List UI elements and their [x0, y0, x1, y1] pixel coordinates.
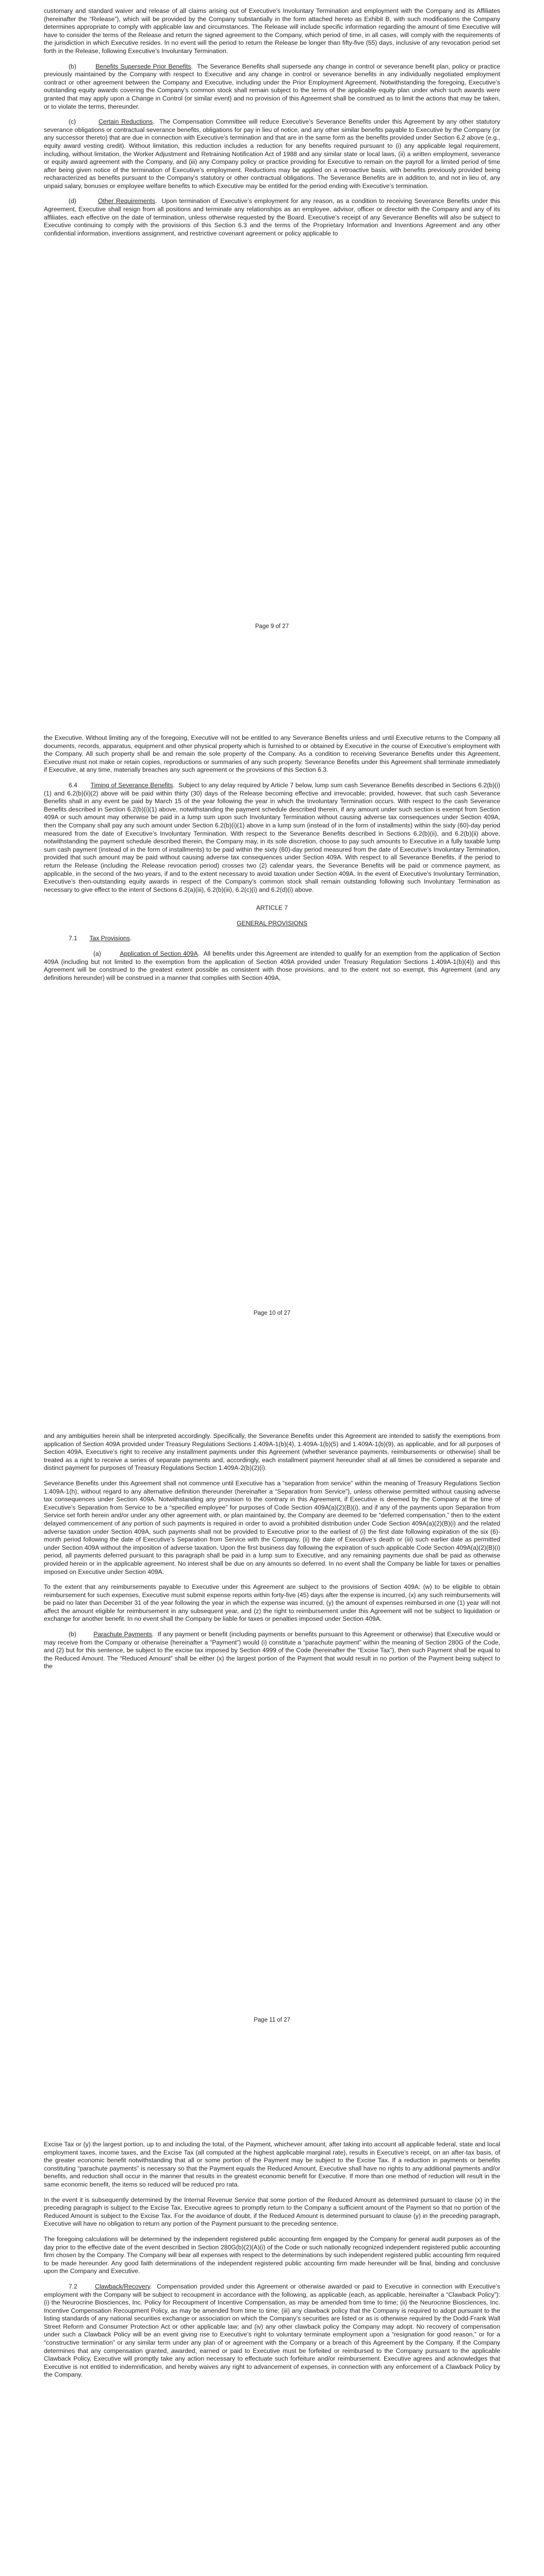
paragraph: the Executive. Without limiting any of the foregoing, Executive will not be entitled to any Severance Benefits unless and until Executive returns to the Company all documents, records, apparatus, equipment and other physical property which is furnished to or obtained by Executive in the course of Executive’s employment with the Company. All such property shall be and remain the sole property of the Company. As a condition to receiving Severance Benefits under this Agreement, Executive must not make or retain copies, reproductions or summaries of any such property. Severance Benefits under this Agreement shall terminate immediately if Executive, at any time, materially breaches any such agreement or the provisions of this Section 6.3. — [44, 734, 500, 774]
paragraph-other-requirements: (d) Other Requirements. Upon termination of Executive’s employment for any reason, as a condition to receiving Severance Benefits under this Agreement, Executive shall resign from all positions and terminate any relationships as an employee, advisor, officer or director with the Company and any of its affiliates, each effective on the date of termination, unless otherwise requested by the Board. Executive’s receipt of any Severance Benefits will also be subject to Executive continuing to comply with the provisions of this Section 6.3 and the terms of the Proprietary Information and Inventions Agreement and any other confidential information, inventions assignment, and restrictive covenant agreement or policy applicable to — [44, 197, 500, 237]
page-body — [44, 1432, 500, 1678]
paragraph-benefits-supersede: (b) Benefits Supersede Prior Benefits. The Severance Benefits shall supersede any change in control or severance benefit plan, policy or practice previously maintained by the Company with respect to Executive and any change in control or severance benefits in any individually negotiated employment contract or other agreement between the Company and Executive, including under the Prior Employment Agreement. Notwithstanding the foregoing, Executive’s outstanding equity awards covering the Company’s common stock shall remain subject to the terms of the applicable equity plan under which such awards were granted that may apply upon a Change in Control (or similar event) and no provision of this Agreement shall be construed as to limit the actions that may be taken, or to violate the terms, thereunder. — [44, 62, 500, 110]
section-number: 7.2 — [69, 2282, 77, 2290]
paragraph: Severance Benefits under this Agreement shall not commence until Executive has a “separation from service” within the meaning of Treasury Regulations Section 1.409A-1(h), without regard to any alternative definition thereunder (hereinafter a “Separation from Service”), unless otherwise permitted without causing adverse tax consequences under Section 409A. Notwithstanding any provision to the contrary in this Agreement, if Executive is deemed by the Company at the time of Executive’s Separation from Service to be a “specified employee” for purposes of Code Section 409A(a)(2)(B)(i), and if any of the payments upon Separation from Service set forth herein and/or under any other agreement with, or plan maintained by, the Company are deemed to be “deferred compensation,” then to the extent delayed commencement of any portion of such payments is required in order to avoid a prohibited distribution under Code Section 409A(a)(2)(B)(i) and the related adverse taxation under Section 409A, such payments shall not be provided to Executive prior to the earliest of (i) the first date following expiration of the six (6)-month period following the date of Executive’s Separation from Service with the Company, (ii) the date of Executive’s death or (iii) such earlier date as permitted under Section 409A without the imposition of adverse taxation. Upon the first business day following the expiration of such applicable Code Section 409A(a)(2)(B)(i) period, all payments deferred pursuant to this paragraph shall be paid in a lump sum to Executive, and any remaining payments due shall be paid as otherwise provided herein or in the applicable agreement. No interest shall be due on any amounts so deferred. In no event shall the Company be liable for taxes or penalties imposed on Executive under Section 409A. — [44, 1479, 500, 1575]
section-heading: Certain Reductions — [98, 118, 153, 126]
section-heading: Parachute Payments — [93, 1631, 152, 1638]
paragraph: To the extent that any reimbursements payable to Executive under this Agreement are subject to the provisions of Section 409A: (w) to be eligible to obtain reimbursement for such expenses, Executive must submit expense reports within forty-five (45) days after the expense is incurred, (x) any such reimbursements will be paid no later than December 31 of the year following the year in which the expense was incurred, (y) the amount of expenses reimbursed in one (1) year will not affect the amount eligible for reimbursement in any subsequent year, and (z) the right to reimbursement under this Agreement will not be subject to liquidation or exchange for another benefit. In no event shall the Company be liable for taxes or penalties imposed under Section 409A. — [44, 1583, 500, 1623]
section-heading: Timing of Severance Benefits — [90, 781, 173, 789]
section-heading: Tax Provisions — [89, 935, 130, 942]
document-page-9 — [0, 0, 544, 703]
document-page-12 — [0, 2110, 544, 2576]
section-number: (b) — [69, 62, 76, 70]
section-number: (a) — [93, 950, 101, 958]
paragraph-section-409a: (a) Application of Section 409A. All benefits under this Agreement are intended to qualify for an exemption from the application of Section 409A (including but not limited to the exemption from the application of Section 409A provided under Treasury Regulation Sections 1.409A-1(b)(4)) and this Agreement will be construed to the greatest extent possible as consistent with those provisions, and to the extent not so exempt, this Agreement (and any definitions hereunder) will be construed in a manner that complies with Section 409A, — [44, 950, 500, 981]
document-page-11 — [0, 1406, 544, 2110]
section-text: Subject to any delay required by Article 7 below, lump sum cash Severance Benefits described in Sections 6.2(b)(i)(1) and 6.2(b)(ii)(2) above will be paid within thirty (30) days of the Release becoming effective and irrevocable; provided, however, that such cash Severance Benefits shall in any event be paid by March 15 of the year following the year in which the Involuntary Termination occurs. With respect to the cash Severance Benefits described in Section 6.2(b)(i)(1) above, notwithstanding the payment schedule described therein, if any amount under such section is exempt from Section 409A or such amount may otherwise be paid in a lump sum upon such Involuntary Termination without causing adverse tax consequences under Section 409A, then the Company shall pay any such amount under Section 6.2(b)(i)(1) above in a lump sum (instead of in the form of installments) within the sixty (60)-day period measured from the date of Executive’s Involuntary Termination. With respect to the Severance Benefits described in Sections 6.2(b)(ii), and 6.2(b)(ii) above, notwithstanding the payment schedule described therein, the Company may, in its sole discretion, choose to pay such amounts to Executive in a fully taxable lump sum cash payment (instead of in the form of installments) to be paid within the sixty (60)-day period measured from the date of Executive’s Involuntary Termination, provided that such amount may be paid without causing adverse tax consequences under Section 409A. With respect to all Severance Benefits, if the period to return the Release (including the Release revocation period) crosses two (2) calendar years, the Severance Benefits will be paid or commence payment, as applicable, in the second of the two years, if and to the extent necessary to avoid taxation under Section 409A. In the event of Executive’s Involuntary Termination, Executive’s then-outstanding equity awards in respect of the Company’s common stock shall remain outstanding following such Involuntary Termination as necessary to give effect to the intent of Sections 6.2(a)(iii), 6.2(b)(iii), 6.2(c)(i) and 6.2(d)(i) above. — [44, 781, 500, 893]
page-body — [44, 734, 500, 989]
paragraph: and any ambiguities herein shall be interpreted accordingly. Specifically, the Severance Benefits under this Agreement are intended to satisfy the exemptions from application of Section 409A provided under Treasury Regulations Sections 1.409A-1(b)(4), 1.409A-1(b)(5) and 1.409A-1(b)(9), as applicable, and for all purposes of Section 409A, Executive’s right to receive any installment payments under this Agreement (whether severance payments, reimbursements or otherwise) shall be treated as a right to receive a series of separate payments and, accordingly, each installment payment hereunder shall at all times be considered a separate and distinct payment for purposes of Treasury Regulations Section 1.409A-2(b)(2)(i). — [44, 1432, 500, 1472]
article-number: ARTICLE 7 — [256, 904, 288, 912]
section-number: 7.1 — [69, 935, 77, 942]
page-number: Page 10 of 27 — [253, 1310, 291, 1316]
page-body — [44, 7, 500, 245]
section-number: (d) — [69, 197, 76, 205]
paragraph: The foregoing calculations will be determined by the independent registered public accounting firm engaged by the Company for general audit purposes as of the day prior to the effective date of the event described in Section 280G(b)(2)(A)(i) of the Code or such nationally recognized independent registered public accounting firm chosen by the Company. The Company will bear all expenses with respect to the determinations by such independent registered public accounting firm required to be made hereunder. Any good faith determinations of the independent registered public accounting firm made hereunder will be final, binding and conclusive upon the Company and Executive. — [44, 2235, 500, 2275]
section-heading: Other Requirements — [97, 197, 155, 205]
section-text: If any payment or benefit (including payments or benefits pursuant to this Agreement or otherwise) that Executive would or may receive from the Company or otherwise (hereinafter a “Payment”) would (i) constitute a “parachute payment” within the meaning of Section 280G of the Code, and (2) but for this sentence, be subject to the excise tax imposed by Section 4999 of the Code (hereinafter the “Excise Tax”), then such Payment shall be equal to the Reduced Amount. The “Reduced Amount” shall be either (x) the largest portion of the Payment that would result in no portion of the Payment being subject to the — [44, 1631, 500, 1670]
paragraph: In the event it is subsequently determined by the Internal Revenue Service that some portion of the Reduced Amount as determined pursuant to clause (x) in the preceding paragraph is subject to the Excise Tax, Executive agrees to promptly return to the Company a sufficient amount of the Payment so that no portion of the Reduced Amount is subject to the Excise Tax. For the avoidance of doubt, if the Reduced Amount is determined pursuant to clause (y) in the preceding paragraph, Executive will have no obligation to return any portion of the Payment pursuant to the preceding sentence. — [44, 2196, 500, 2228]
section-number: 6.4 — [69, 781, 77, 789]
paragraph-parachute-payments: (b) Parachute Payments. If any payment or benefit (including payments or benefits pursuant to this Agreement or otherwise) that Executive would or may receive from the Company or otherwise (hereinafter a “Payment”) would (i) constitute a “parachute payment” within the meaning of Section 280G of the Code, and (2) but for this sentence, be subject to the excise tax imposed by Section 4999 of the Code (hereinafter the “Excise Tax”), then such Payment shall be equal to the Reduced Amount. The “Reduced Amount” shall be either (x) the largest portion of the Payment that would result in no portion of the Payment being subject to the — [44, 1631, 500, 1670]
section-number: (b) — [69, 1631, 76, 1638]
document-page-10 — [0, 703, 544, 1406]
page-number: Page 9 of 27 — [255, 623, 289, 630]
article-title: GENERAL PROVISIONS — [236, 919, 308, 927]
paragraph: customary and standard waiver and release of all claims arising out of Executive’s Involuntary Termination and employment with the Company and its Affiliates (hereinafter the “Release”), which will be provided by the Company substantially in the form attached hereto as Exhibit B, with such modifications the Company determines appropriate to comply with applicable law and circumstances. The Release will include specific information regarding the amount of time Executive will have to consider the terms of the Release and return the signed agreement to the Company, which period of time, in all cases, will comply with the requirements of the jurisdiction in which Executive resides. In no event will the period to return the Release be longer than fifty-five (55) days, inclusive of any revocation period set forth in the Release, following Executive’s Involuntary Termination. — [44, 7, 500, 55]
section-text: Upon termination of Executive’s employment for any reason, as a condition to receiving Severance Benefits under this Agreement, Executive shall resign from all positions and terminate any relationships as an employee, advisor, officer or director with the Company and any of its affiliates, each effective on the date of termination, unless otherwise requested by the Board. Executive’s receipt of any Severance Benefits will also be subject to Executive continuing to comply with the provisions of this Section 6.3 and the terms of the Proprietary Information and Inventions Agreement and any other confidential information, inventions assignment, and restrictive covenant agreement or policy applicable to — [44, 197, 500, 237]
paragraph-timing-of-severance: 6.4 Timing of Severance Benefits. Subject to any delay required by Article 7 below, lump sum cash Severance Benefits described in Sections 6.2(b)(i)(1) and 6.2(b)(ii)(2) above will be paid within thirty (30) days of the Release becoming effective and irrevocable; provided, however, that such cash Severance Benefits shall in any event be paid by March 15 of the year following the year in which the Involuntary Termination occurs. With respect to the cash Severance Benefits described in Section 6.2(b)(i)(1) above, notwithstanding the payment schedule described therein, if any amount under such section is exempt from Section 409A or such amount may otherwise be paid in a lump sum upon such Involuntary Termination without causing adverse tax consequences under Section 409A, then the Company shall pay any such amount under Section 6.2(b)(i)(1) above in a lump sum (instead of in the form of installments) within the sixty (60)-day period measured from the date of Executive’s Involuntary Termination. With respect to the Severance Benefits described in Sections 6.2(b)(ii), and 6.2(b)(ii) above, notwithstanding the payment schedule described therein, the Company may, in its sole discretion, choose to pay such amounts to Executive in a fully taxable lump sum cash payment (instead of in the form of installments) to be paid within the sixty (60)-day period measured from the date of Executive’s Involuntary Termination, provided that such amount may be paid without causing adverse tax consequences under Section 409A. With respect to all Severance Benefits, if the period to return the Release (including the Release revocation period) crosses two (2) calendar years, the Severance Benefits will be paid or commence payment, as applicable, in the second of the two years, if and to the extent necessary to avoid taxation under Section 409A. In the event of Executive’s Involuntary Termination, Executive’s then-outstanding equity awards in respect of the Company’s common stock shall remain outstanding following such Involuntary Termination as necessary to give effect to the intent of Sections 6.2(a)(iii), 6.2(b)(iii), 6.2(c)(i) and 6.2(d)(i) above. — [44, 781, 500, 893]
paragraph-clawback-recovery: 7.2 Clawback/Recovery. Compensation provided under this Agreement or otherwise awarded or paid to Executive in connection with Executive’s employment with the Company will be subject to recoupment in accordance with the following, as applicable (each, as applicable, hereinafter a “Clawback Policy”): (i) the Neurocrine Biosciences, Inc. Policy for Recoupment of Incentive Compensation, as may be amended from time to time; (ii) the Neurocrine Biosciences, Inc. Incentive Compensation Recoupment Policy, as may be amended from time to time; (iii) any clawback policy that the Company is required to adopt pursuant to the listing standards of any national securities exchange or association on which the Company’s securities are listed or as is otherwise required by the Dodd-Frank Wall Street Reform and Consumer Protection Act or other applicable law; and (iv) any other clawback policy the Company may adopt. No recovery of compensation under such a Clawback Policy will be an event giving rise to Executive’s right to voluntary terminate employment upon a “resignation for good reason,” or for a “constructive termination” or any similar term under any plan of or agreement with the Company or a breach of this Agreement by the Company. If the Company determines that any compensation granted, awarded, earned or paid to Executive must be forfeited or reimbursed to the Company pursuant to the applicable Clawback Policy, Executive will promptly take any action necessary to effectuate such forfeiture and/or reimbursement. Executive agrees and acknowledges that Executive is not entitled to indemnification, and hereby waives any right to advancement of expenses, in connection with any enforcement of a Clawback Policy by the Company. — [44, 2282, 500, 2379]
section-heading: Application of Section 409A — [120, 950, 198, 958]
section-text: The Severance Benefits shall supersede any change in control or severance benefit plan, policy or practice previously maintained by the Company with respect to Executive and any change in control or severance benefits in any individually negotiated employment contract or other agreement between the Company and Executive, including under the Prior Employment Agreement. Notwithstanding the foregoing, Executive’s outstanding equity awards covering the Company’s common stock shall remain subject to the terms of the applicable equity plan under which such awards were granted that may apply upon a Change in Control (or similar event) and no provision of this Agreement shall be construed as to limit the actions that may be taken, or to violate the terms, thereunder. — [44, 62, 500, 110]
paragraph-tax-provisions: 7.1 Tax Provisions. — [69, 935, 132, 942]
section-text: All benefits under this Agreement are intended to qualify for an exemption from the application of Section 409A (including but not limited to the exemption from the application of Section 409A provided under Treasury Regulation Sections 1.409A-1(b)(4)) and this Agreement will be construed to the greatest extent possible as consistent with those provisions, and to the extent not so exempt, this Agreement (and any definitions hereunder) will be construed in a manner that complies with Section 409A, — [44, 950, 500, 981]
section-number: (c) — [69, 118, 76, 126]
page-body — [44, 2141, 500, 2386]
page-number: Page 11 of 27 — [254, 2017, 290, 2023]
paragraph-certain-reductions: (c) Certain Reductions. The Compensation Committee will reduce Executive’s Severance Benefits under this Agreement by any other statutory severance obligations or contractual severance benefits, obligations for pay in lieu of notice, and any other similar benefits payable to Executive by the Company (or any successor thereto) that are due in connection with Executive’s termination and that are in the same form as the benefits provided under Section 6.2 above (e.g., equity award vesting credit). Without limitation, this reduction includes a reduction for any benefits required pursuant to (i) any applicable legal requirement, including, without limitation, the Worker Adjustment and Retraining Notification Act of 1988 and any similar state or local laws, (ii) a written employment, severance or equity award agreement with the Company, and (iii) any Company policy or practice providing for Executive to remain on the payroll for a limited period of time after being given notice of the termination of Executive’s employment. Reductions may be applied on a retroactive basis, with benefits previously provided being recharacterized as benefits pursuant to the Company’s statutory or other contractual obligations. The Severance Benefits are in addition to, and not in lieu of, any unpaid salary, bonuses or employee welfare benefits to which Executive may be entitled for the period ending with Executive’s termination. — [44, 118, 500, 190]
section-text: Compensation provided under this Agreement or otherwise awarded or paid to Executive in connection with Executive’s employment with the Company will be subject to recoupment in accordance with the following, as applicable (each, as applicable, hereinafter a “Clawback Policy”): (i) the Neurocrine Biosciences, Inc. Policy for Recoupment of Incentive Compensation, as may be amended from time to time; (ii) the Neurocrine Biosciences, Inc. Incentive Compensation Recoupment Policy, as may be amended from time to time; (iii) any clawback policy that the Company is required to adopt pursuant to the listing standards of any national securities exchange or association on which the Company’s securities are listed or as is otherwise required by the Dodd-Frank Wall Street Reform and Consumer Protection Act or other applicable law; and (iv) any other clawback policy the Company may adopt. No recovery of compensation under such a Clawback Policy will be an event giving rise to Executive’s right to voluntary terminate employment upon a “resignation for good reason,” or for a “constructive termination” or any similar term under any plan of or agreement with the Company or a breach of this Agreement by the Company. If the Company determines that any compensation granted, awarded, earned or paid to Executive must be forfeited or reimbursed to the Company pursuant to the applicable Clawback Policy, Executive will promptly take any action necessary to effectuate such forfeiture and/or reimbursement. Executive agrees and acknowledges that Executive is not entitled to indemnification, and hereby waives any right to advancement of expenses, in connection with any enforcement of a Clawback Policy by the Company. — [44, 2282, 500, 2379]
section-heading: Clawback/Recovery — [95, 2282, 150, 2290]
section-text: The Compensation Committee will reduce Executive’s Severance Benefits under this Agreement by any other statutory severance obligations or contractual severance benefits, obligations for pay in lieu of notice, and any other similar benefits payable to Executive by the Company (or any successor thereto) that are due in connection with Executive’s termination and that are in the same form as the benefits provided under Section 6.2 above (e.g., equity award vesting credit). Without limitation, this reduction includes a reduction for any benefits required pursuant to (i) any applicable legal requirement, including, without limitation, the Worker Adjustment and Retraining Notification Act of 1988 and any similar state or local laws, (ii) a written employment, severance or equity award agreement with the Company, and (iii) any Company policy or practice providing for Executive to remain on the payroll for a limited period of time after being given notice of the termination of Executive’s employment. Reductions may be applied on a retroactive basis, with benefits previously provided being recharacterized as benefits pursuant to the Company’s statutory or other contractual obligations. The Severance Benefits are in addition to, and not in lieu of, any unpaid salary, bonuses or employee welfare benefits to which Executive may be entitled for the period ending with Executive’s termination. — [44, 118, 500, 190]
paragraph: Excise Tax or (y) the largest portion, up to and including the total, of the Payment, whichever amount, after taking into account all applicable federal, state and local employment taxes, income taxes, and the Excise Tax (all computed at the highest applicable marginal rate), results in Executive’s receipt, on an after-tax basis, of the greater economic benefit notwithstanding that all or some portion of the Payment may be subject to the Excise Tax. If a reduction in payments or benefits constituting “parachute payments” is necessary so that the Payment equals the Reduced Amount, Executive shall have no rights to any additional payments and/or benefits, and reduction shall occur in the manner that results in the greatest economic benefit for Executive. If more than one method of reduction will result in the same economic benefit, the items so reduced will be reduced pro rata. — [44, 2141, 500, 2188]
section-heading: Benefits Supersede Prior Benefits — [95, 62, 191, 70]
